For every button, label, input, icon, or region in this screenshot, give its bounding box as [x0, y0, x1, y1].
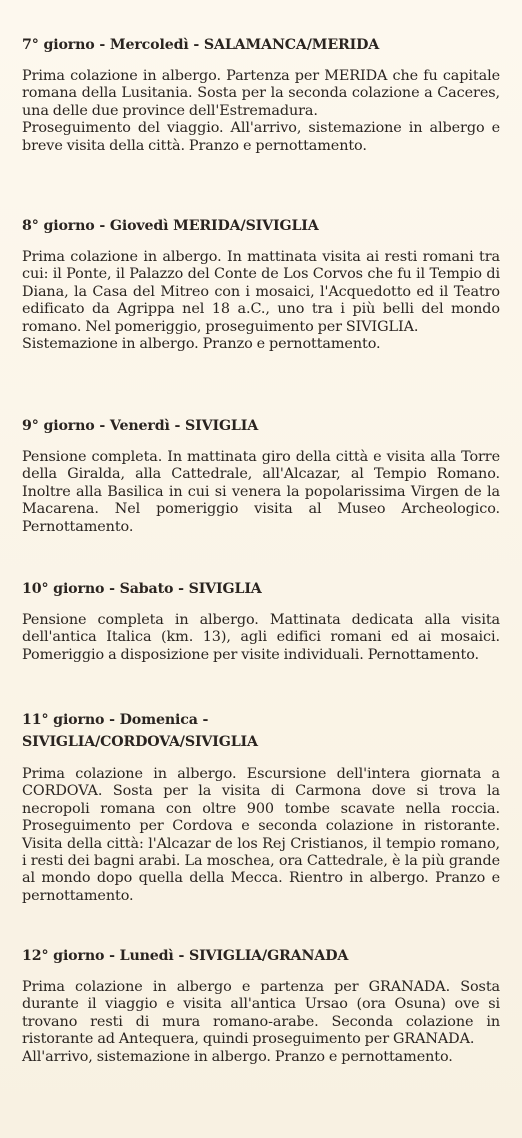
- day-8-description: [22, 249, 500, 353]
- day-11-heading-line-1: 11° giorno - Domenica -: [22, 712, 209, 728]
- day-12-paragraph-1: Prima colazione in albergo e partenza per GRANADA. Sosta durante il viaggio e visita all'antica Ursao (ora Osuna) ove si trovano resti di mura romano-arabe. Seconda colazione in ristorante ad Antequera, quindi proseguimento per GRANADA.: [22, 979, 500, 1048]
- day-11-heading-line-2: SIVIGLIA/CORDOVA/SIVIGLIA: [22, 734, 258, 750]
- day-10-paragraph-1: Pensione completa in albergo. Mattinata dedicata alla visita dell'antica Italica (km. 13), agli edifici romani ed ai mosaici. Pomeriggio a disposizione per visite individuali. Pernottamento.: [22, 612, 500, 663]
- day-12-paragraph-2: All'arrivo, sistemazione in albergo. Pranzo e pernottamento.: [22, 1048, 453, 1065]
- day-11-paragraph-1: Prima colazione in albergo. Escursione dell'intera giornata a CORDOVA. Sosta per la visita di Carmona dove si trova la necropoli romana con oltre 900 tombe scavate nella roccia. Proseguimento per Cordova e seconda colazione in ristorante. Visita della città: l'Alcazar de los Rej Cristianos, il tempio romano, i resti dei bagni arabi. La moschea, ora Cattedrale, è la più grande al mondo dopo quella della Mecca. Rientro in albergo. Pranzo e pernottamento.: [22, 766, 500, 904]
- day-7-description: [22, 68, 500, 155]
- day-10-heading: 10° giorno - Sabato - SIVIGLIA: [22, 581, 262, 597]
- day-7-section: [22, 36, 500, 155]
- day-12-heading: 12° giorno - Lunedì - SIVIGLIA/GRANADA: [22, 948, 349, 964]
- day-11-section: [22, 709, 500, 905]
- day-7-paragraph-1: Prima colazione in albergo. Partenza per MERIDA che fu capitale romana della Lusitania. Sosta per la seconda colazione a Caceres, una delle due province dell'Estremadura.: [22, 68, 500, 119]
- day-8-paragraph-2: Sistemazione in albergo. Pranzo e pernottamento.: [22, 336, 381, 353]
- day-10-description: [22, 612, 500, 664]
- day-9-description: [22, 449, 500, 536]
- day-9-paragraph-1: Pensione completa. In mattinata giro della città e visita alla Torre della Giralda, alla Cattedrale, all'Alcazar, al Tempio Romano. Inoltre alla Basilica in cui si venera la popolarissima Virgen de la Macarena. Nel pomeriggio visita al Museo Archeologico. Pernottamento.: [22, 449, 500, 535]
- day-12-description: [22, 979, 500, 1066]
- day-8-paragraph-1: Prima colazione in albergo. In mattinata visita ai resti romani tra cui: il Ponte, il Palazzo del Conte de Los Corvos che fu il Tempio di Diana, la Casa del Mitreo con i mosaici, l'Acquedotto ed il Teatro edificato da Agrippa nel 18 a.C., uno tra i più belli del mondo romano. Nel pomeriggio, proseguimento per SIVIGLIA.: [22, 249, 500, 335]
- day-9-heading: 9° giorno - Venerdì - SIVIGLIA: [22, 418, 259, 434]
- day-11-heading: [22, 709, 500, 753]
- day-7-heading: 7° giorno - Mercoledì - SALAMANCA/MERIDA: [22, 37, 380, 53]
- day-8-heading: 8° giorno - Giovedì MERIDA/SIVIGLIA: [22, 218, 319, 234]
- day-11-description: [22, 766, 500, 905]
- day-12-section: [22, 947, 500, 1066]
- day-8-section: [22, 217, 500, 353]
- day-10-section: [22, 580, 500, 664]
- day-7-paragraph-2: Proseguimento del viaggio. All'arrivo, sistemazione in albergo e breve visita della città. Pranzo e pernottamento.: [22, 120, 500, 154]
- day-9-section: [22, 417, 500, 536]
